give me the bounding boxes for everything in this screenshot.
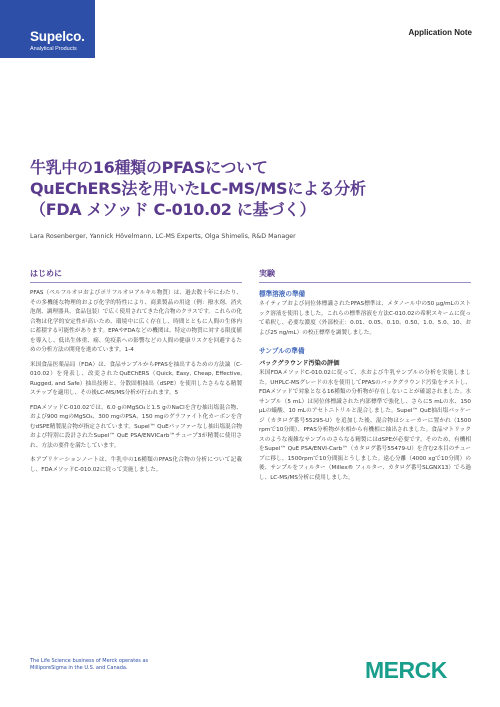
- experimental-column: [259, 268, 471, 488]
- brand-subtitle: Analytical Products: [30, 46, 77, 52]
- intro-paragraph-2: 米国食品医薬品局（FDA）は、食品サンプルからPFASを抽出するための方法論（C-010.02）を発表し、改変されたQuEChERS（Quick, Easy, Cheap, Effective, Rugged, and Safe）抽出技術と、分散固相抽出（dSPE）を使用したさらなる精製ステップを適用し、その後LC-MS/MS分析が行われます。5: [30, 361, 242, 396]
- authors-line: Lara Rosenberger, Yannick Hövelmann, LC-MS Experts, Olga Shimelis, R&D Manager: [30, 233, 296, 240]
- page-title: [30, 157, 480, 220]
- sample-prep-paragraph: 米国FDAメソッドC-010.02に従って、水および牛乳サンプルの分析を実施しました。UHPLC-MSグレードの水を使用してPFASのバックグラウンド汚染をテストし、FDAメソッドで対象となる16種類の分析物が存在しないことが確認されました。水サンプル（5 mL）は同位体標識された内部標準で強化し、さらに5 mLの水、150 µLの蟻酸、10 mLのアセトニトリルと混合しました。Supel™ QuE抽出塩パッケージ（カタログ番号55295-U）を追加した後、混合物はシェーカーに置かれ（1500 rpmで10分間）、PFAS分析物が水相から有機相に抽出されました。食品マトリックスのような複雑なサンプルのさらなる精製にはdSPEが必要です。そのため、有機相をSupel™ QuE PSA/ENVI-Carb™（カタログ番号55479-U）を含む2本目のチューブに移し、1500rpmで10分間振とうしました。遠心分離（4000 xgで10分間）の後、サンプルをフィルター（Millex® フィルター、カタログ番号SLGNX13）でろ過し、LC-MS/MS分析に使用しました。: [259, 370, 471, 481]
- title-line-1: 牛乳中の16種類のPFASについて: [30, 158, 268, 177]
- merck-logo: [365, 657, 475, 683]
- background-heading: バックグラウンド汚染の評価: [259, 360, 340, 367]
- footer-note: The Life Science business of Merck operates as MilliporeSigma in the U.S. and Canada.: [30, 658, 149, 672]
- intro-paragraph-3: FDAメソッドC-010.02では、6.0 gのMgSO₄と1.5 gのNaClを含む抽出塩混合物、および900 mgのMgSO₄、300 mgのPSA、150 mgのグラファイト化カーボンを含むdSPE精製混合物が指定されています。Supel™ QuEパッファーなし抽出塩混合物および特別に設計されたSupel™ QuE PSA/ENVICarb™チューブ3が精製に使用され、方法の要件を満たしています。: [30, 404, 242, 449]
- merck-logo-text: MERCK: [365, 657, 447, 683]
- sample-prep-heading: サンプルの準備: [259, 347, 305, 355]
- standards-paragraph: ネイティブおよび同位体標識されたPFAS標準は、メタノール中の50 µg/mLのストック溶液を使用しました。これらの標準溶液を方法C-010.02の希釈スキームに従って希釈し、必要な濃度（外部校正：0.01、0.05、0.10、0.50、1.0、5.0、10、および25 ng/mL）の校正標準を調製しました。: [259, 301, 471, 336]
- intro-column: [30, 268, 242, 480]
- brand-name: Supelco.: [30, 29, 85, 44]
- intro-paragraph-4: 本アプリケーションノートは、牛乳中の16種類のPFAS化合物の分析について記載し、FDAメソッドC-010.02に従って実施しました。: [30, 457, 242, 473]
- intro-heading: はじめに: [30, 268, 242, 283]
- intro-paragraph-1: PFAS（ペルフルオロおよびポリフルオロアルキル物質）は、過去数十年にわたり、その多機能な物理的および化学的特性により、商業製品の用途（例：撥水剤、消火泡剤、調理器具、食品包装）で広く使用されてきた化合物のクラスです。これらの化合物は化学的安定性が高いため、環境中に広く存在し、時間とともに人間の生体内に蓄積する可能性があります。EPAやFDAなどの機関は、特定の物質に対する限度値を導入し、低出生体重、癌、免疫系への影響などの人間の健康リスクを回避するための分析方法の開発を進めています。1-4: [30, 290, 242, 353]
- title-line-3: （FDA メソッド C-010.02 に基づく）: [30, 200, 316, 219]
- title-line-2: QuEChERS法を用いたLC-MS/MSによる分析: [30, 179, 366, 198]
- document-type: Application Note: [408, 28, 472, 37]
- standards-heading: 標準溶液の準備: [259, 290, 306, 298]
- supelco-logo: [0, 0, 95, 58]
- experimental-heading: 実験: [259, 268, 471, 283]
